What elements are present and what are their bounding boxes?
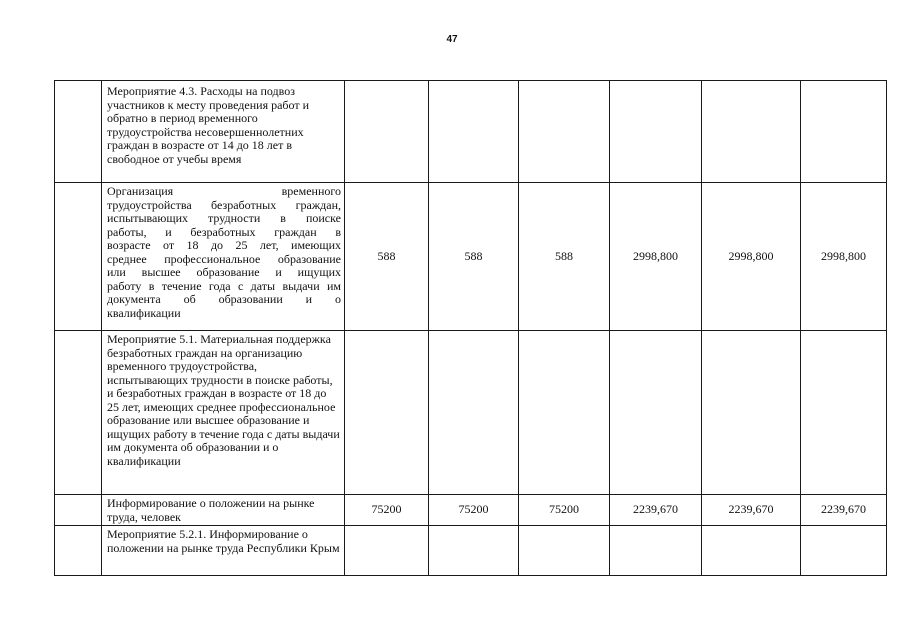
value-cell: 75200 bbox=[345, 495, 429, 526]
value-cell bbox=[702, 526, 801, 576]
value-cell bbox=[610, 526, 702, 576]
value-cell bbox=[610, 81, 702, 183]
value-cell: 75200 bbox=[429, 495, 519, 526]
row-description: Мероприятие 5.1. Материальная поддержка безработных граждан на организацию временного трудоустройства, испытывающих трудности в поиске работы, и безработных граждан в возрасте от 18 до 25 лет, имеющих среднее профессиональное образование или высшее образование и ищущих работу в течение года с даты выдачи им документа об образовании и о квалификации bbox=[102, 331, 345, 495]
value-cell: 2998,800 bbox=[610, 183, 702, 331]
row-index-cell bbox=[55, 81, 102, 183]
value-cell bbox=[429, 81, 519, 183]
value-cell bbox=[345, 526, 429, 576]
description-line: среднее профессиональное образование bbox=[107, 251, 341, 266]
value-cell bbox=[519, 526, 610, 576]
description-line: работу в течение года с даты выдачи им bbox=[107, 278, 341, 293]
value-cell bbox=[801, 331, 887, 495]
value-cell bbox=[702, 81, 801, 183]
value-cell: 2998,800 bbox=[801, 183, 887, 331]
value-cell: 588 bbox=[345, 183, 429, 331]
description-line: испытывающих трудности в поиске bbox=[107, 211, 341, 225]
description-line: возрасте от 18 до 25 лет, имеющих bbox=[107, 238, 341, 252]
value-cell bbox=[345, 331, 429, 495]
value-cell bbox=[801, 81, 887, 183]
value-cell bbox=[429, 331, 519, 495]
row-index-cell bbox=[55, 495, 102, 526]
value-cell: 588 bbox=[429, 183, 519, 331]
value-cell bbox=[519, 81, 610, 183]
row-description: Информирование о положении на рынке труда, человек bbox=[102, 495, 345, 526]
row-index-cell bbox=[55, 183, 102, 331]
table-row bbox=[55, 331, 887, 495]
value-cell: 2998,800 bbox=[702, 183, 801, 331]
page-number: 47 bbox=[446, 34, 458, 45]
value-cell: 2239,670 bbox=[801, 495, 887, 526]
value-cell bbox=[610, 331, 702, 495]
table-row bbox=[55, 495, 887, 526]
description-line: квалификации bbox=[107, 305, 181, 320]
description-line: или высшее образование и ищущих bbox=[107, 265, 341, 279]
row-description: Мероприятие 4.3. Расходы на подвоз участников к месту проведения работ и обратно в период временного трудоустройства несовершеннолетних граждан в возрасте от 14 до 18 лет в свободное от учебы время bbox=[102, 81, 345, 183]
description-line: трудоустройства безработных граждан, bbox=[107, 197, 341, 212]
table-row bbox=[55, 81, 887, 183]
description-line: работы, и безработных граждан в bbox=[107, 224, 341, 239]
program-table bbox=[54, 80, 887, 576]
value-cell bbox=[429, 526, 519, 576]
description-line: Организация временного bbox=[107, 184, 341, 198]
row-description bbox=[102, 183, 345, 331]
value-cell bbox=[519, 331, 610, 495]
row-index-cell bbox=[55, 526, 102, 576]
value-cell: 2239,670 bbox=[610, 495, 702, 526]
description-line: документа об образовании и о bbox=[107, 292, 341, 306]
value-cell: 75200 bbox=[519, 495, 610, 526]
value-cell bbox=[801, 526, 887, 576]
value-cell bbox=[702, 331, 801, 495]
row-description: Мероприятие 5.2.1. Информирование о положении на рынке труда Республики Крым bbox=[102, 526, 345, 576]
table-row bbox=[55, 526, 887, 576]
value-cell bbox=[345, 81, 429, 183]
value-cell: 588 bbox=[519, 183, 610, 331]
value-cell: 2239,670 bbox=[702, 495, 801, 526]
row-index-cell bbox=[55, 331, 102, 495]
table-row bbox=[55, 183, 887, 331]
